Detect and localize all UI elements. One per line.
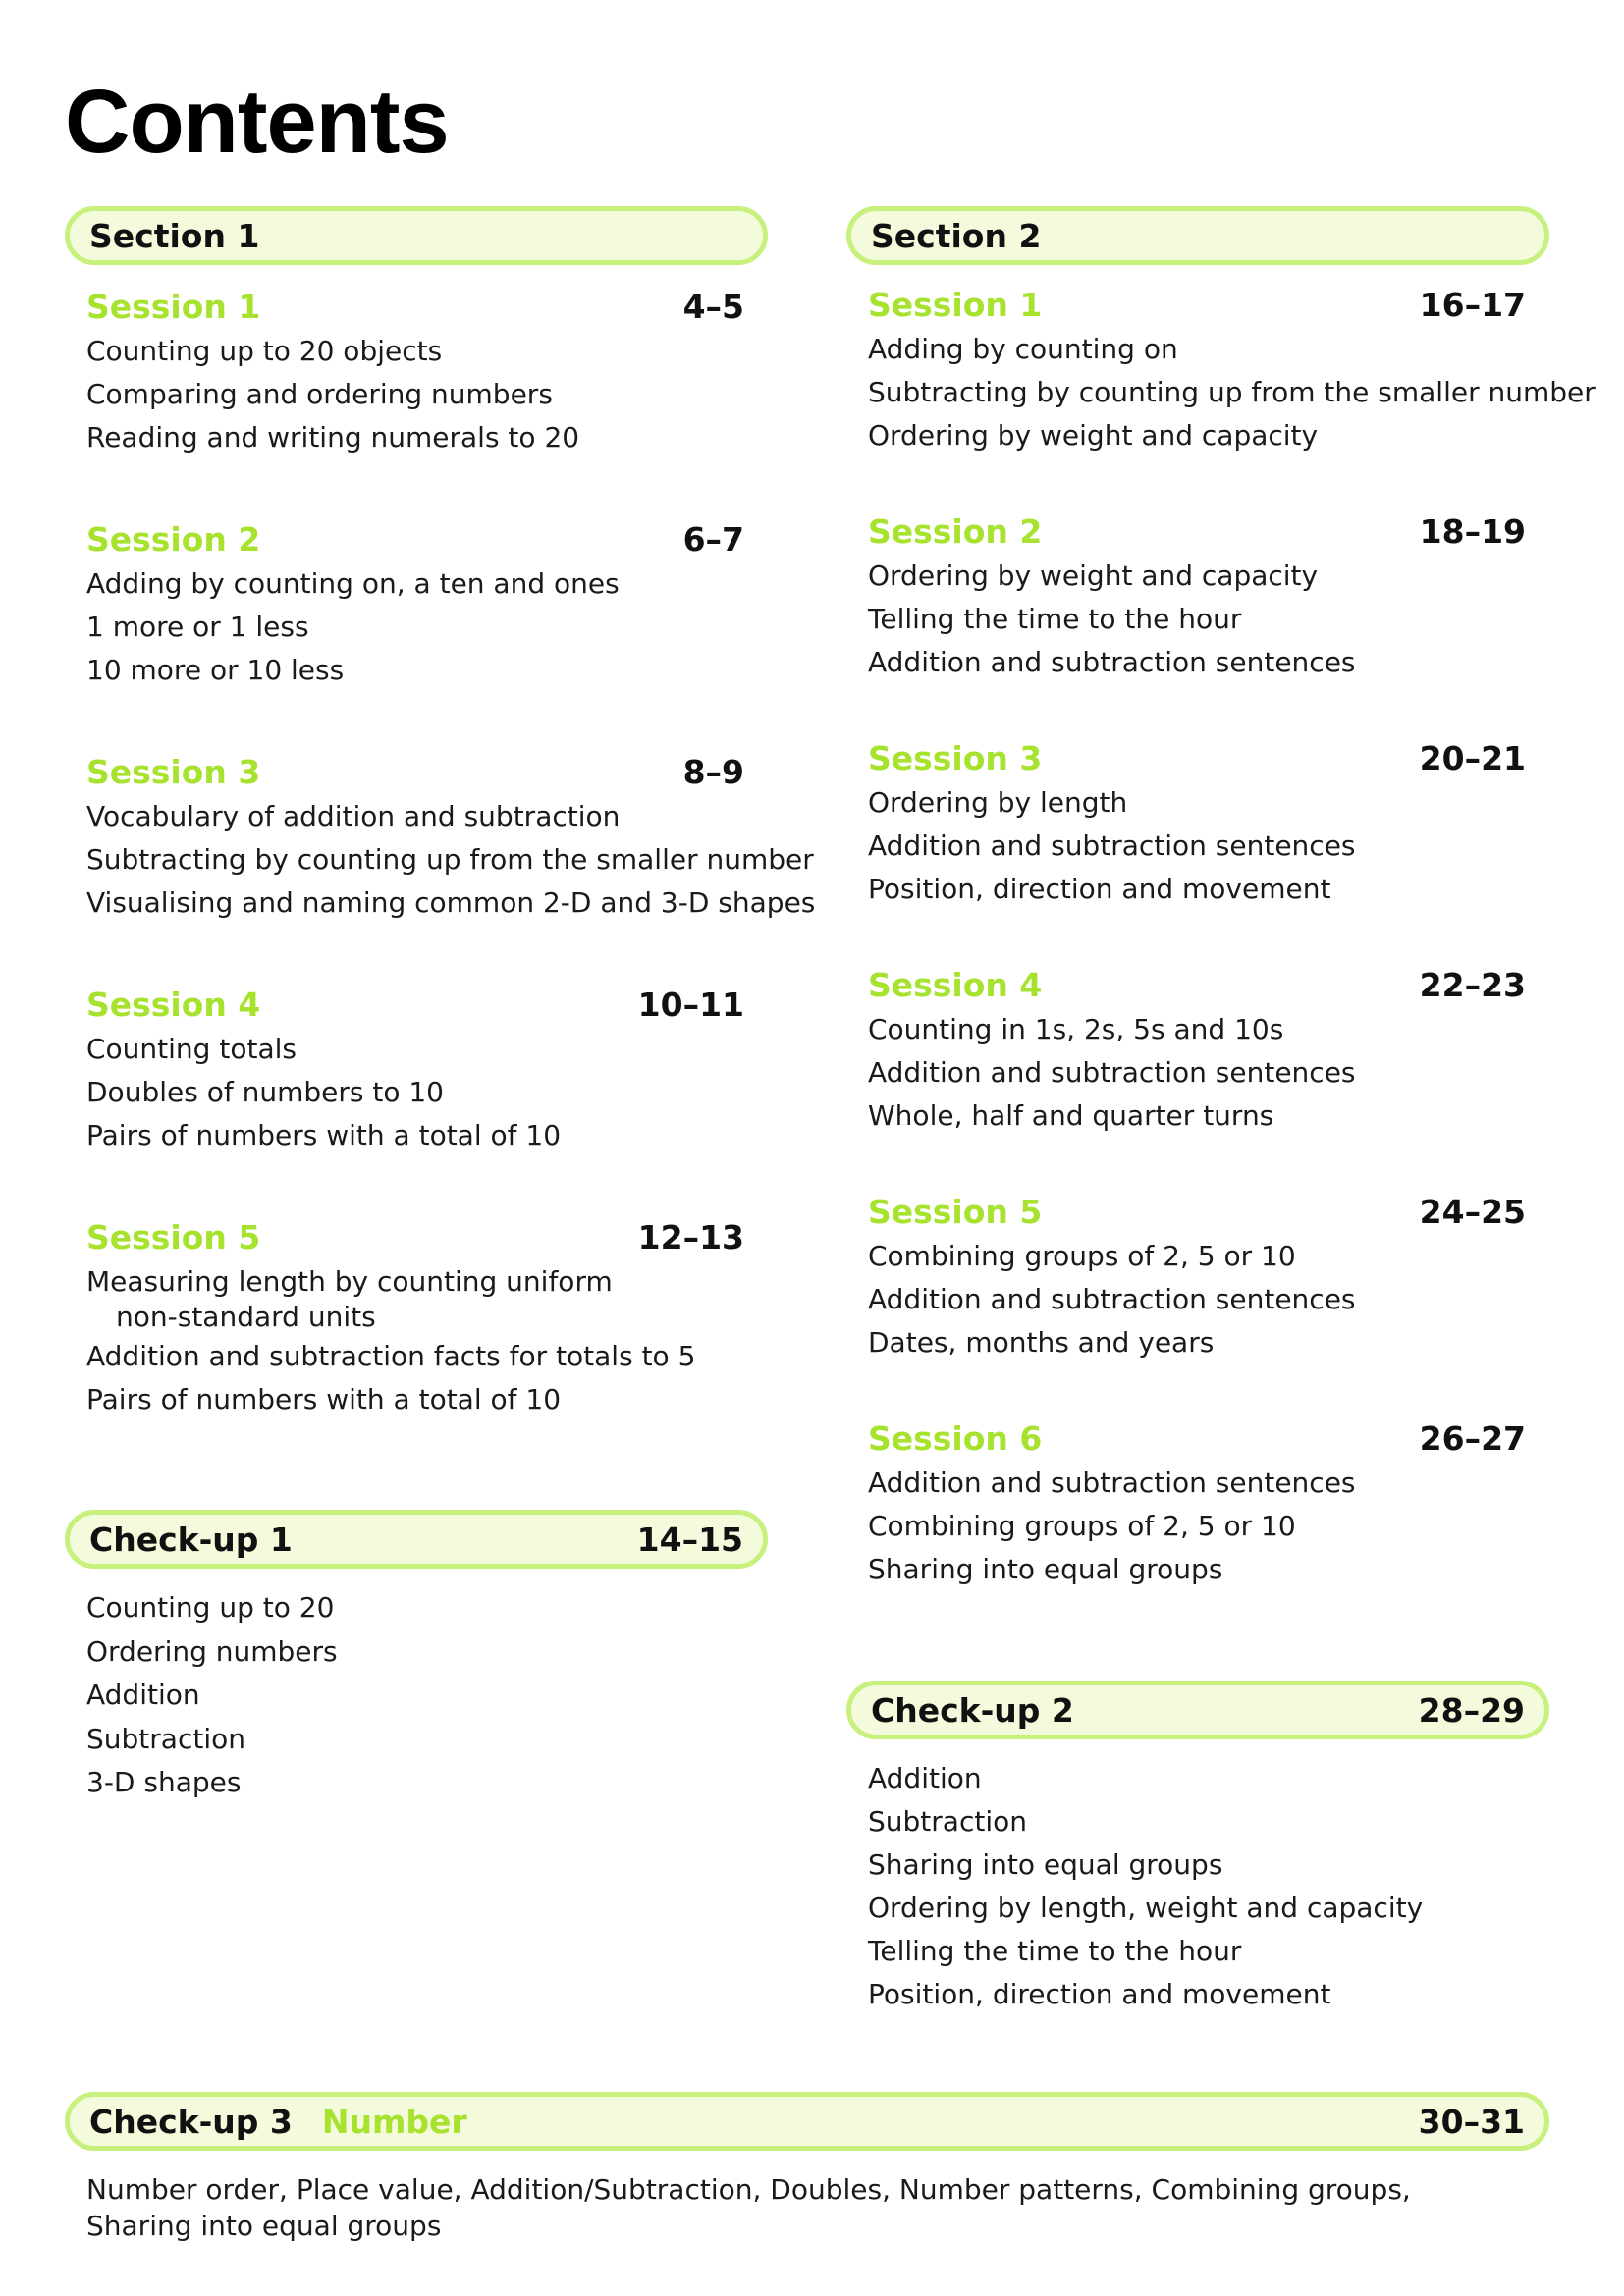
topic: Ordering by length xyxy=(868,786,1128,819)
session-title: Session 3 xyxy=(86,753,261,791)
page-title: Contents xyxy=(65,72,449,172)
checkup-2-topics xyxy=(868,1757,1526,2016)
checkup-3-topics xyxy=(86,2171,1510,2244)
topic: Doubles of numbers to 10 xyxy=(86,1076,444,1108)
s2-session-4 xyxy=(868,963,1526,1138)
topic xyxy=(86,1264,744,1335)
topic: Counting in 1s, 2s, 5s and 10s xyxy=(868,1013,1284,1045)
topic: Pairs of numbers with a total of 10 xyxy=(86,1119,562,1151)
topic: Adding by counting on, a ten and ones xyxy=(86,567,620,600)
topic: Addition and subtraction sentences xyxy=(868,1467,1356,1499)
topic: Reading and writing numerals to 20 xyxy=(86,421,580,454)
s2-session-5 xyxy=(868,1190,1526,1364)
checkup-3-title: Check-up 3 xyxy=(89,2102,293,2141)
s2-session-6 xyxy=(868,1416,1526,1591)
topic: Position, direction and movement xyxy=(868,873,1331,905)
topic: Sharing into equal groups xyxy=(868,1553,1223,1585)
session-title: Session 2 xyxy=(86,520,261,559)
topic: Combining groups of 2, 5 or 10 xyxy=(868,1240,1296,1272)
topic: Subtracting by counting up from the smaller number xyxy=(86,843,814,876)
checkup-2-title: Check-up 2 xyxy=(871,1690,1074,1730)
topic: Addition xyxy=(868,1762,982,1794)
topic: Ordering numbers xyxy=(86,1634,338,1668)
page-range: 24–25 xyxy=(1419,1193,1526,1231)
topic: Comparing and ordering numbers xyxy=(86,378,553,410)
page-range: 8–9 xyxy=(682,753,744,791)
checkup-3-header xyxy=(65,2092,1549,2151)
topic: Adding by counting on xyxy=(868,333,1178,365)
s2-session-3 xyxy=(868,736,1526,911)
page-range: 10–11 xyxy=(637,986,744,1024)
topic: Visualising and naming common 2-D and 3-D shapes xyxy=(86,886,816,919)
topic: Combining groups of 2, 5 or 10 xyxy=(868,1510,1296,1542)
topic: Addition xyxy=(86,1679,200,1711)
page-range: 26–27 xyxy=(1419,1419,1526,1458)
topic: 1 more or 1 less xyxy=(86,611,309,643)
session-title: Session 2 xyxy=(868,512,1043,551)
topic: Addition and subtraction sentences xyxy=(868,829,1356,862)
session-title: Session 4 xyxy=(868,966,1043,1004)
topic: Dates, months and years xyxy=(868,1326,1215,1359)
checkup-2-header xyxy=(846,1681,1549,1739)
s1-session-1 xyxy=(86,285,744,459)
section-1-header xyxy=(65,206,768,265)
s2-session-1 xyxy=(868,283,1596,457)
topic: Subtracting by counting up from the smaller number xyxy=(868,376,1596,408)
page-range: 4–5 xyxy=(682,288,744,326)
topic: Whole, half and quarter turns xyxy=(868,1099,1274,1132)
page-range: 20–21 xyxy=(1419,739,1526,777)
session-title: Session 5 xyxy=(868,1193,1043,1231)
topic: Telling the time to the hour xyxy=(868,1935,1242,1967)
topic: Addition and subtraction sentences xyxy=(868,646,1356,678)
checkup-3-subject: Number xyxy=(321,2102,467,2141)
topic: Telling the time to the hour xyxy=(868,603,1242,635)
page-range: 12–13 xyxy=(637,1218,744,1256)
page-range: 22–23 xyxy=(1419,966,1526,1004)
s1-session-2 xyxy=(86,517,744,692)
checkup-3-pages: 30–31 xyxy=(1418,2102,1525,2141)
session-title: Session 3 xyxy=(868,739,1043,777)
topic: Sharing into equal groups xyxy=(868,1848,1223,1881)
session-title: Session 4 xyxy=(86,986,261,1024)
topic-line: Number order, Place value, Addition/Subtraction, Doubles, Number patterns, Combining groups, xyxy=(86,2173,1411,2206)
topic-line-continued: non-standard units xyxy=(116,1301,376,1333)
checkup-1-pages: 14–15 xyxy=(636,1520,743,1559)
checkup-1-title: Check-up 1 xyxy=(89,1520,293,1559)
checkup-1-header xyxy=(65,1510,768,1569)
topic: Subtraction xyxy=(868,1805,1027,1838)
topic: Counting up to 20 xyxy=(86,1591,335,1624)
topic: 3-D shapes xyxy=(86,1766,242,1798)
topic: Ordering by weight and capacity xyxy=(868,419,1319,452)
topic: Vocabulary of addition and subtraction xyxy=(86,800,621,832)
topic: Subtraction xyxy=(86,1722,245,1755)
topic: 10 more or 10 less xyxy=(86,654,345,686)
section-2-header xyxy=(846,206,1549,265)
session-title: Session 6 xyxy=(868,1419,1043,1458)
topic: Counting up to 20 objects xyxy=(86,335,443,367)
section-2-title: Section 2 xyxy=(871,216,1042,255)
topic: Addition and subtraction sentences xyxy=(868,1056,1356,1089)
s1-session-5 xyxy=(86,1215,744,1421)
topic: Addition and subtraction sentences xyxy=(868,1283,1356,1315)
s1-session-4 xyxy=(86,983,744,1157)
topic: Pairs of numbers with a total of 10 xyxy=(86,1383,562,1415)
topic: Ordering by length, weight and capacity xyxy=(868,1892,1424,1924)
checkup-1-topics xyxy=(86,1586,744,1805)
page-range: 16–17 xyxy=(1419,286,1526,324)
session-title: Session 1 xyxy=(868,286,1043,324)
topic: Addition and subtraction facts for totals to 5 xyxy=(86,1340,696,1372)
page-range: 6–7 xyxy=(682,520,744,559)
topic: Ordering by weight and capacity xyxy=(868,560,1319,592)
session-title: Session 1 xyxy=(86,288,261,326)
topic-line: Sharing into equal groups xyxy=(86,2210,442,2242)
section-1-title: Section 1 xyxy=(89,216,260,255)
topic: Position, direction and movement xyxy=(868,1978,1331,2010)
s2-session-2 xyxy=(868,509,1526,684)
session-title: Session 5 xyxy=(86,1218,261,1256)
checkup-2-pages: 28–29 xyxy=(1418,1690,1525,1730)
topic: Counting totals xyxy=(86,1033,297,1065)
page-range: 18–19 xyxy=(1419,512,1526,551)
topic-line: Measuring length by counting uniform xyxy=(86,1265,613,1298)
s1-session-3 xyxy=(86,750,816,925)
